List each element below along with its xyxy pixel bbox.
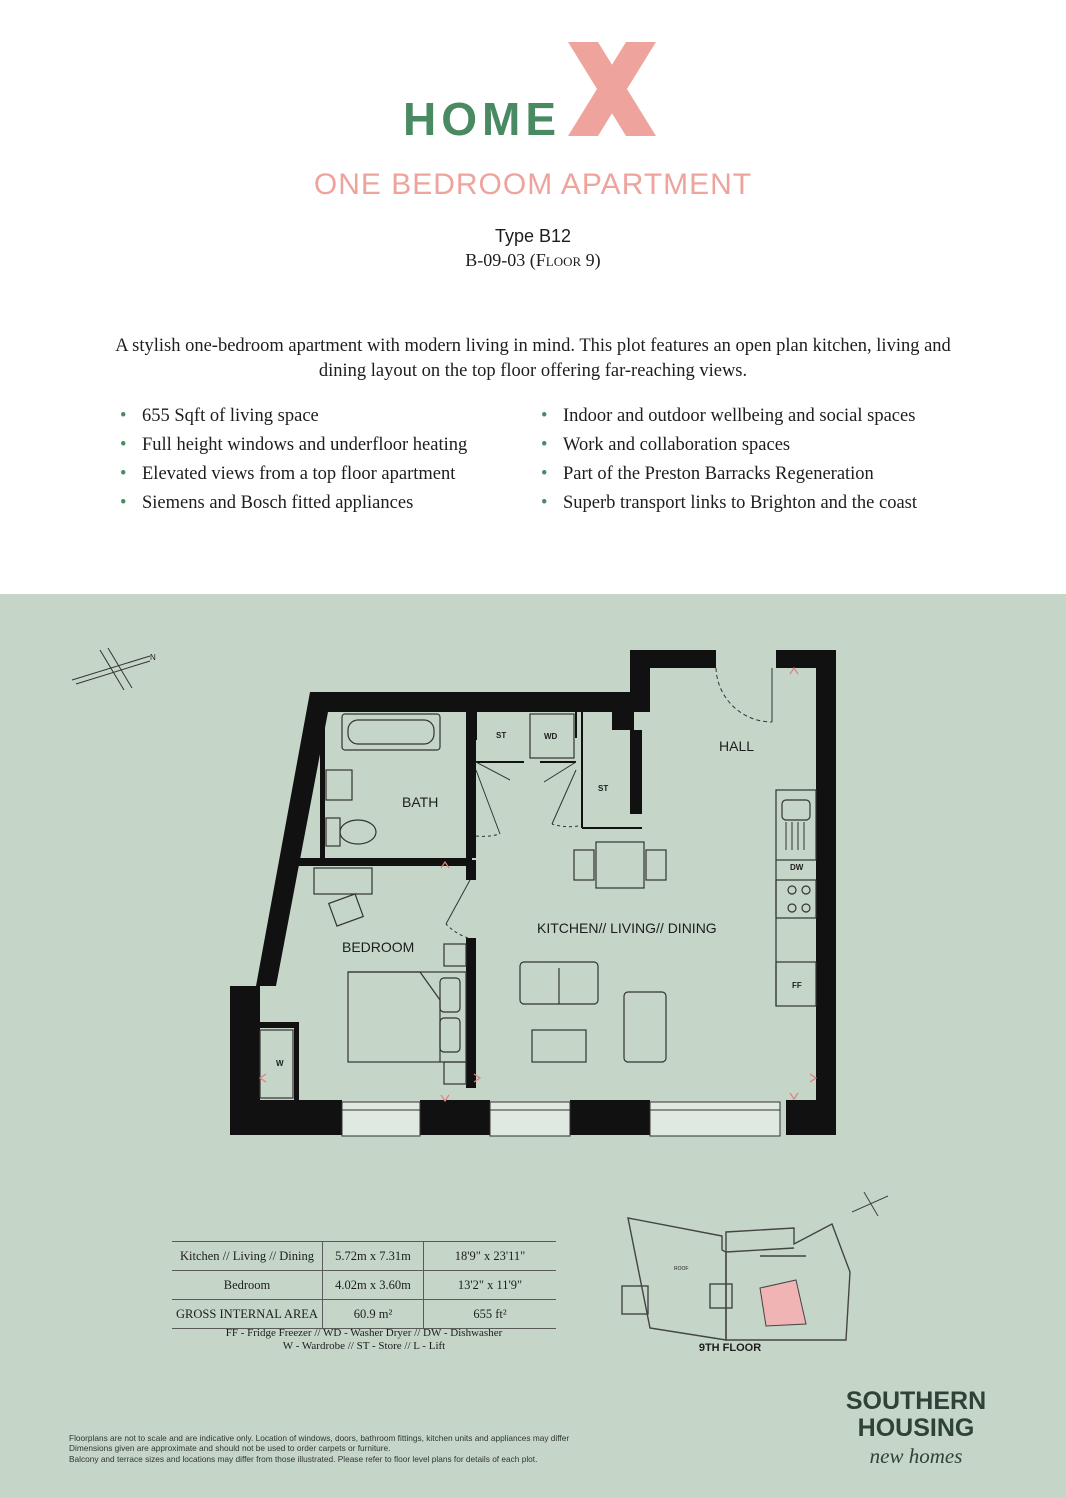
disclaimer (69, 1433, 629, 1464)
armchair-sofa (624, 992, 666, 1062)
homex-logo (0, 30, 1066, 150)
room-labels (342, 738, 754, 955)
key-plan-highlight-unit (760, 1280, 806, 1326)
brand-tagline: new homes (869, 1444, 963, 1468)
double-bed (348, 972, 466, 1062)
floorplan (0, 594, 1066, 1174)
features-left (120, 402, 467, 518)
wall-bottom-b (420, 1100, 490, 1135)
wall-bath-left (320, 712, 325, 862)
compass-north-label: N (150, 653, 156, 662)
brand-line: SOUTHERN (845, 1387, 987, 1415)
feature-item: • Indoor and outdoor wellbeing and social spaces (541, 402, 917, 431)
wall-w-top (260, 1022, 298, 1028)
abbreviation-legend (172, 1327, 556, 1353)
table-row (172, 1300, 556, 1329)
wall-right (776, 650, 836, 1135)
label-wd: WD (544, 732, 558, 741)
label-w: W (276, 1059, 284, 1068)
area-metric: 60.9 m² (323, 1300, 424, 1329)
legend-line: W - Wardrobe // ST - Store // L - Lift (282, 1340, 446, 1352)
toilet-bowl (340, 820, 376, 844)
area-imperial: 18'9" x 23'11" (424, 1242, 557, 1271)
key-plan-roof-label: ROOF (674, 1266, 689, 1272)
brand-logo (826, 1388, 1006, 1442)
dining-chair (646, 850, 666, 880)
bedroom-furniture (314, 868, 466, 1084)
area-room: Bedroom (172, 1271, 323, 1300)
wall-bottom-a (230, 1100, 342, 1135)
description: A stylish one-bedroom apartment with modern living in mind. This plot features an open plan kitchen, living and dining layout on the top floor offering far-reaching views. (115, 336, 951, 381)
feature-item: • Full height windows and underfloor heating (120, 431, 467, 460)
washbasin (326, 770, 352, 800)
wall-w-right (294, 1022, 299, 1100)
area-imperial: 655 ft² (424, 1300, 557, 1329)
feature-item: • Part of the Preston Barracks Regeneration (541, 460, 917, 489)
disclaimer-line: Balcony and terrace sizes and locations may differ from those illustrated. Please refer to floor level plans for details of each plot. (69, 1453, 538, 1464)
room-label-bedroom: BEDROOM (342, 939, 415, 955)
disclaimer-line: Dimensions given are approximate and should not be used to order carpets or furniture. (69, 1443, 391, 1454)
bedside-table (444, 1062, 466, 1084)
table-row (172, 1242, 556, 1271)
key-plan-building (622, 1218, 850, 1340)
feature-item: • Superb transport links to Brighton and the coast (541, 489, 917, 518)
window-living (490, 1102, 570, 1136)
table-row (172, 1271, 556, 1300)
coffee-table (532, 1030, 586, 1062)
room-label-bath: BATH (402, 794, 439, 810)
wall-bath-right (466, 712, 476, 836)
feature-item: • Elevated views from a top floor apartment (120, 460, 467, 489)
room-label-kitchen: KITCHEN// LIVING// DINING (537, 920, 717, 936)
bedside-table (444, 944, 466, 966)
logo-wordmark: HOME (403, 93, 561, 145)
windows (342, 1102, 780, 1136)
label-dw: DW (790, 863, 804, 872)
window-kitchen (650, 1102, 780, 1136)
wall-bath-right-low (466, 836, 476, 858)
area-metric: 5.72m x 7.31m (323, 1242, 424, 1271)
dining-table (596, 842, 644, 888)
brand-line: HOUSING (857, 1414, 975, 1442)
page-title: ONE BEDROOM APARTMENT (313, 168, 753, 201)
feature-item: • Siemens and Bosch fitted appliances (120, 489, 467, 518)
fixtures (260, 714, 816, 1098)
area-room: GROSS INTERNAL AREA (172, 1300, 323, 1329)
key-plan-floor-label: 9TH FLOOR (698, 1342, 762, 1354)
feature-item: • 655 Sqft of living space (120, 402, 467, 431)
area-imperial: 13'2" x 11'9" (424, 1271, 557, 1300)
sink-drainer (786, 822, 804, 850)
feature-item: • Work and collaboration spaces (541, 431, 917, 460)
compass-icon (72, 648, 156, 690)
toilet-cistern (326, 818, 340, 846)
areas-table (172, 1241, 556, 1329)
key-plan (600, 1190, 900, 1365)
area-room: Kitchen // Living // Dining (172, 1242, 323, 1271)
hob (776, 880, 816, 918)
living-furniture (520, 842, 666, 1062)
desk-chair (329, 894, 364, 926)
dimension-markers (260, 668, 816, 1101)
label-ff: FF (792, 981, 802, 990)
wall-bed-right-low (466, 938, 476, 1088)
dining-chair (574, 850, 594, 880)
disclaimer-line: Floorplans are not to scale and are indicative only. Location of windows, doors, bathroom fittings, kitchen units and appliances may differ (69, 1433, 570, 1443)
key-plan-compass-icon (852, 1192, 888, 1216)
room-label-hall: HALL (719, 738, 755, 754)
label-st: ST (496, 731, 507, 740)
bathroom-fixtures (326, 714, 440, 846)
features-right (541, 402, 917, 518)
wall-bottom-c (570, 1100, 650, 1135)
wall-stub (612, 712, 634, 730)
fixture-labels (276, 731, 804, 1068)
wall-left-lower (230, 986, 260, 1100)
legend-line: FF - Fridge Freezer // WD - Washer Dryer // DW - Dishwasher (225, 1327, 503, 1339)
area-metric: 4.02m x 3.60m (323, 1271, 424, 1300)
wall-top-mid (630, 650, 716, 712)
apartment-type: Type B12 (494, 226, 572, 246)
window-bedroom (342, 1102, 420, 1136)
wall-st-right (630, 730, 642, 814)
plot-reference: B-09-03 (Floor 9) (465, 250, 601, 270)
desk (314, 868, 372, 894)
logo-x-mark (560, 40, 660, 140)
label-st: ST (598, 784, 609, 793)
